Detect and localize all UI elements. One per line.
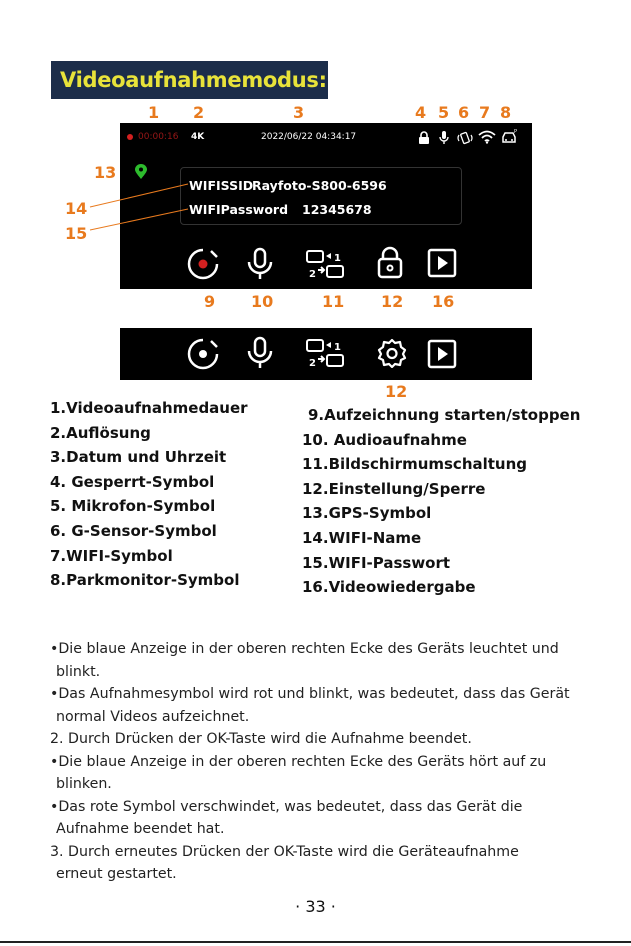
legend-item: 7.WIFI-Symbol xyxy=(50,546,173,565)
callout-4: 4 xyxy=(415,103,427,122)
instructions-text xyxy=(50,638,610,886)
text-line: Aufnahme beendet hat. xyxy=(56,821,225,837)
recording-time: 00:00:16 xyxy=(138,132,179,142)
playback-icon-2[interactable] xyxy=(427,339,457,369)
legend-right-list xyxy=(302,403,580,600)
audio-record-icon-2[interactable] xyxy=(246,336,274,370)
legend-left-list xyxy=(50,396,248,593)
resolution: 4K xyxy=(191,132,205,142)
text-line: 2. Durch Drücken der OK-Taste wird die Aufnahme beendet. xyxy=(50,731,472,747)
text-line: normal Videos aufzeichnet. xyxy=(56,708,250,725)
text-line: •Das Aufnahmesymbol wird rot und blinkt, was bedeutet, dass das Gerät xyxy=(50,686,570,702)
callout-1: 1 xyxy=(148,103,160,122)
settings-gear-icon[interactable] xyxy=(377,338,407,368)
svg-text:1: 1 xyxy=(334,253,341,264)
lock-button-icon[interactable] xyxy=(376,246,404,280)
callout-13: 13 xyxy=(94,163,117,182)
audio-record-icon[interactable] xyxy=(246,247,274,281)
legend-item: 9.Aufzeichnung starten/stoppen xyxy=(308,406,581,424)
callout-7: 7 xyxy=(479,103,491,122)
legend-item: 8.Parkmonitor-Symbol xyxy=(50,571,240,590)
legend-item: 2.Auflösung xyxy=(50,423,151,442)
legend-item: 12.Einstellung/Sperre xyxy=(302,479,486,498)
text-line: •Das rote Symbol verschwindet, was bedeutet, dass das Gerät die xyxy=(50,798,523,815)
section-title: Videoaufnahmemodus: xyxy=(51,61,328,99)
text-line: 3. Durch erneutes Drücken der OK-Taste wird die Geräteaufnahme xyxy=(50,843,519,860)
legend-item: 14.WIFI-Name xyxy=(302,528,422,547)
callout-9: 9 xyxy=(204,292,216,311)
callout-11: 11 xyxy=(322,292,345,311)
legend-item: 1.Videoaufnahmedauer xyxy=(50,399,248,417)
record-button-icon-idle[interactable] xyxy=(186,337,220,371)
text-line: •Die blaue Anzeige in der oberen rechten Ecke des Geräts leuchtet und xyxy=(50,641,559,657)
svg-text:2: 2 xyxy=(309,358,316,369)
playback-icon[interactable] xyxy=(427,248,457,278)
callout-15: 15 xyxy=(65,224,88,243)
screen-switch-icon-2[interactable] xyxy=(305,337,349,369)
legend-item: 6. G-Sensor-Symbol xyxy=(50,521,217,540)
legend-item: 10. Audioaufnahme xyxy=(302,430,467,449)
legend-item: 4. Gesperrt-Symbol xyxy=(50,472,215,491)
svg-text:P: P xyxy=(514,129,518,135)
wifi-password-value: 12345678 xyxy=(302,202,372,217)
svg-text:1: 1 xyxy=(334,342,341,353)
text-line: blinkt. xyxy=(56,663,101,680)
legend-item: 13.GPS-Symbol xyxy=(302,504,432,523)
callout-12: 12 xyxy=(381,292,404,311)
wifi-ssid-value: Rayfoto-S800-6596 xyxy=(252,178,387,193)
callout-5: 5 xyxy=(438,103,450,122)
page-number: · 33 · xyxy=(295,897,336,916)
text-line: erneut gestartet. xyxy=(56,866,177,882)
callout-12-settings: 12 xyxy=(385,382,408,401)
svg-text:2: 2 xyxy=(309,269,316,280)
callout-16: 16 xyxy=(432,292,455,311)
callout-14: 14 xyxy=(65,199,88,218)
legend-item: 16.Videowiedergabe xyxy=(302,578,476,597)
legend-item: 5. Mikrofon-Symbol xyxy=(50,497,216,516)
legend-item: 15.WIFI-Passwort xyxy=(302,553,451,572)
callout-3: 3 xyxy=(293,103,305,122)
text-line: blinken. xyxy=(56,776,112,792)
callout-6: 6 xyxy=(458,103,470,122)
wifi-ssid-label: WIFISSID xyxy=(189,178,254,193)
datetime: 2022/06/22 04:34:17 xyxy=(261,132,357,142)
legend-item: 3.Datum und Uhrzeit xyxy=(50,448,227,467)
legend-item: 11.Bildschirmumschaltung xyxy=(302,455,528,474)
callout-2: 2 xyxy=(193,103,205,122)
record-button-icon[interactable] xyxy=(186,247,220,281)
bottom-divider xyxy=(0,941,631,943)
callout-10: 10 xyxy=(251,292,274,311)
screen-switch-icon[interactable] xyxy=(305,248,349,280)
callout-8: 8 xyxy=(500,103,512,122)
wifi-password-label: WIFIPassword xyxy=(189,202,289,217)
text-line: •Die blaue Anzeige in der oberen rechten Ecke des Geräts hört auf zu xyxy=(50,753,547,770)
